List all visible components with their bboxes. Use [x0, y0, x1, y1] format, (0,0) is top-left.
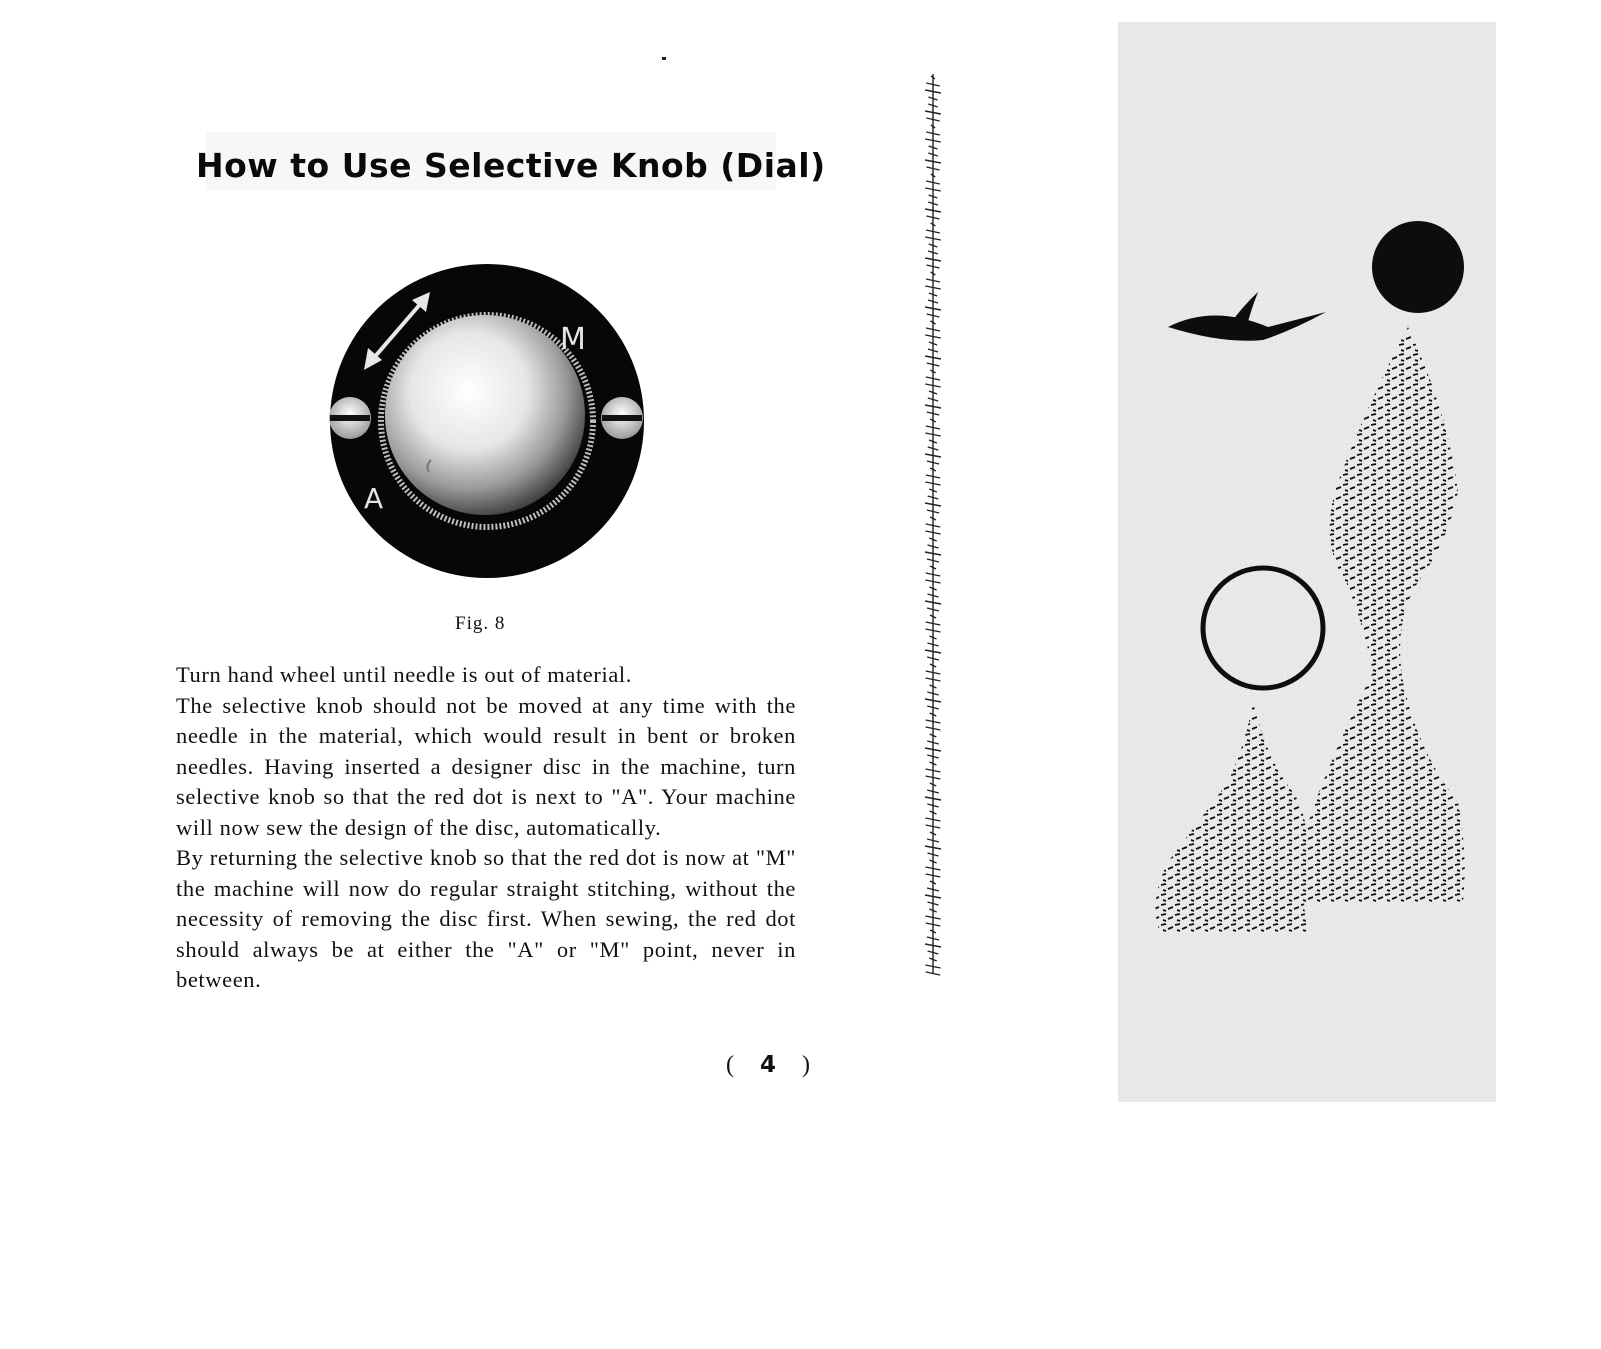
page-number — [726, 1052, 820, 1079]
page-number-open: ( — [726, 1052, 744, 1078]
screw-right-icon — [601, 397, 643, 439]
dial-label-m: M — [560, 322, 586, 357]
print-speck — [662, 57, 666, 60]
page-number-value: 4 — [760, 1052, 787, 1078]
paragraph: The selective knob should not be moved at any time with the needle in the material, which would result in bent or broken needles. Having inserted a designer disc in the machine, turn selective knob so that the red dot is next to "A". Your machine will now sew the design of the disc, automatically. — [176, 692, 796, 840]
selective-knob-figure — [328, 262, 646, 580]
screw-left-icon — [329, 397, 371, 439]
instructions-text — [176, 660, 796, 996]
decorative-landscape-illustration — [1118, 22, 1496, 1102]
selective-knob[interactable] — [385, 315, 585, 515]
paragraph: Turn hand wheel until needle is out of material. — [176, 662, 633, 687]
page-number-close: ) — [802, 1052, 821, 1078]
dial-label-a: A — [364, 482, 384, 515]
sun-icon — [1372, 221, 1464, 313]
zigzag-stitch-border — [924, 74, 942, 979]
paragraph: By returning the selective knob so that the red dot is now at "M" the machine will now do regular straight stitching, without the necessity of removing the disc first. When sewing, the red dot should always be at either the "A" or "M" point, never in between. — [176, 845, 796, 992]
page-title: How to Use Selective Knob (Dial) — [196, 146, 826, 185]
illustration-paper — [1118, 22, 1496, 1102]
figure-caption: Fig. 8 — [455, 613, 506, 634]
